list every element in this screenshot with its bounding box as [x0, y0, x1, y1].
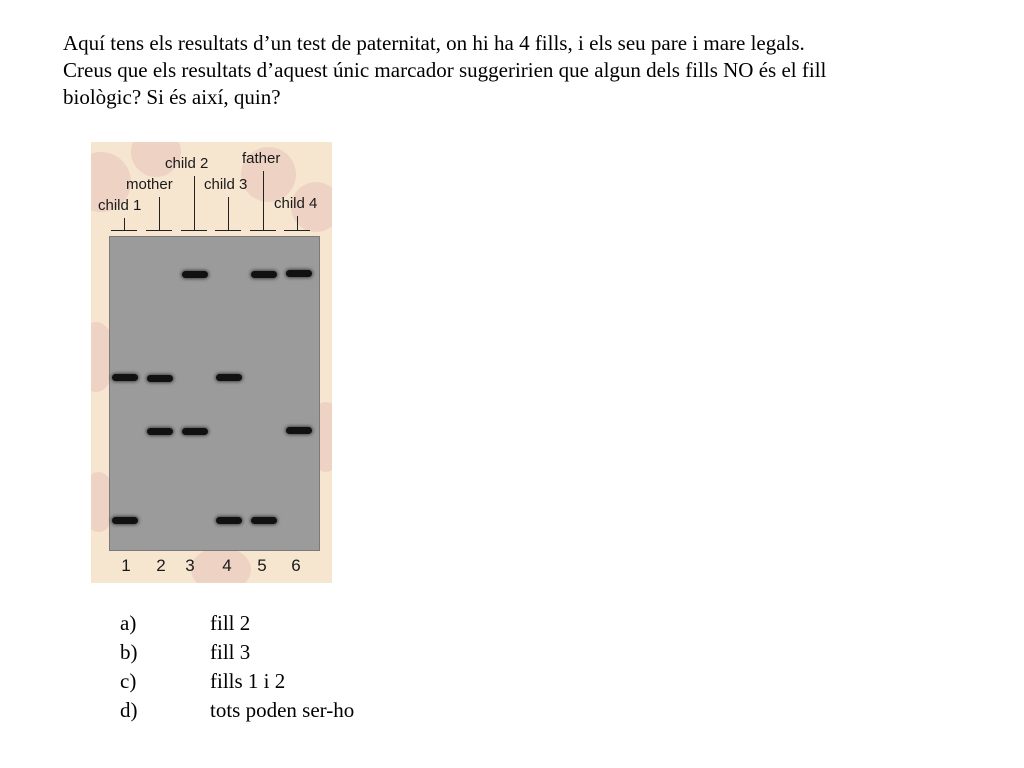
band-lane-4-middle: [216, 374, 242, 381]
lane-bar: [284, 230, 310, 231]
lane-number-4: 4: [222, 556, 232, 575]
option-letter: c): [120, 669, 137, 693]
leader-line: [124, 218, 125, 230]
question-line-1: Aquí tens els resultats d’un test de paternitat, on hi ha 4 fills, i els seu pare i mare legals.: [63, 31, 805, 55]
option-a[interactable]: [120, 609, 354, 638]
band-lane-6-top: [286, 270, 312, 277]
lane-bar: [215, 230, 241, 231]
lane-number-5: 5: [257, 556, 267, 575]
option-text: fill 2: [210, 611, 251, 635]
option-letter: a): [120, 611, 137, 635]
leader-line: [228, 197, 229, 230]
band-lane-5-top: [251, 271, 277, 278]
lane-bar: [250, 230, 276, 231]
label-child-2: child 2: [165, 155, 209, 172]
band-lane-1-middle: [112, 374, 138, 381]
lane-bar: [181, 230, 207, 231]
option-letter: d): [120, 698, 138, 722]
band-lane-4-bottom: [216, 517, 242, 524]
label-child-4: child 4: [274, 195, 318, 212]
band-lane-5-bottom: [251, 517, 277, 524]
option-b[interactable]: [120, 638, 354, 667]
label-child-1: child 1: [98, 197, 142, 214]
leader-line: [159, 197, 160, 230]
band-lane-3-top: [182, 271, 208, 278]
leader-line: [297, 216, 298, 230]
label-child-3: child 3: [204, 176, 248, 193]
option-text: fills 1 i 2: [210, 669, 286, 693]
lane-number-1: 1: [121, 556, 131, 575]
lane-bar: [146, 230, 172, 231]
leader-line: [263, 171, 264, 230]
leader-line: [194, 176, 195, 230]
lane-number-2: 2: [156, 556, 166, 575]
option-c[interactable]: [120, 667, 354, 696]
band-lane-3-lower-middle: [182, 428, 208, 435]
question-line-3: biològic? Si és així, quin?: [63, 85, 281, 109]
lane-bar: [111, 230, 137, 231]
label-mother: mother: [126, 176, 173, 193]
question-text: [63, 30, 993, 111]
option-text: tots poden ser-ho: [210, 698, 355, 722]
band-lane-1-bottom: [112, 517, 138, 524]
option-text: fill 3: [210, 640, 251, 664]
lane-number-6: 6: [291, 556, 301, 575]
lane-number-3: 3: [185, 556, 195, 575]
question-line-2: Creus que els resultats d’aquest únic marcador suggeririen que algun dels fills NO és el fill: [63, 58, 827, 82]
band-lane-2-lower-middle: [147, 428, 173, 435]
gel-electrophoresis-figure: [91, 142, 332, 583]
option-letter: b): [120, 640, 138, 664]
band-lane-2-middle: [147, 375, 173, 382]
option-d[interactable]: [120, 696, 354, 725]
answer-options: [120, 609, 354, 725]
label-father: father: [242, 150, 281, 167]
gel: [109, 236, 320, 551]
band-lane-6-lower-middle: [286, 427, 312, 434]
